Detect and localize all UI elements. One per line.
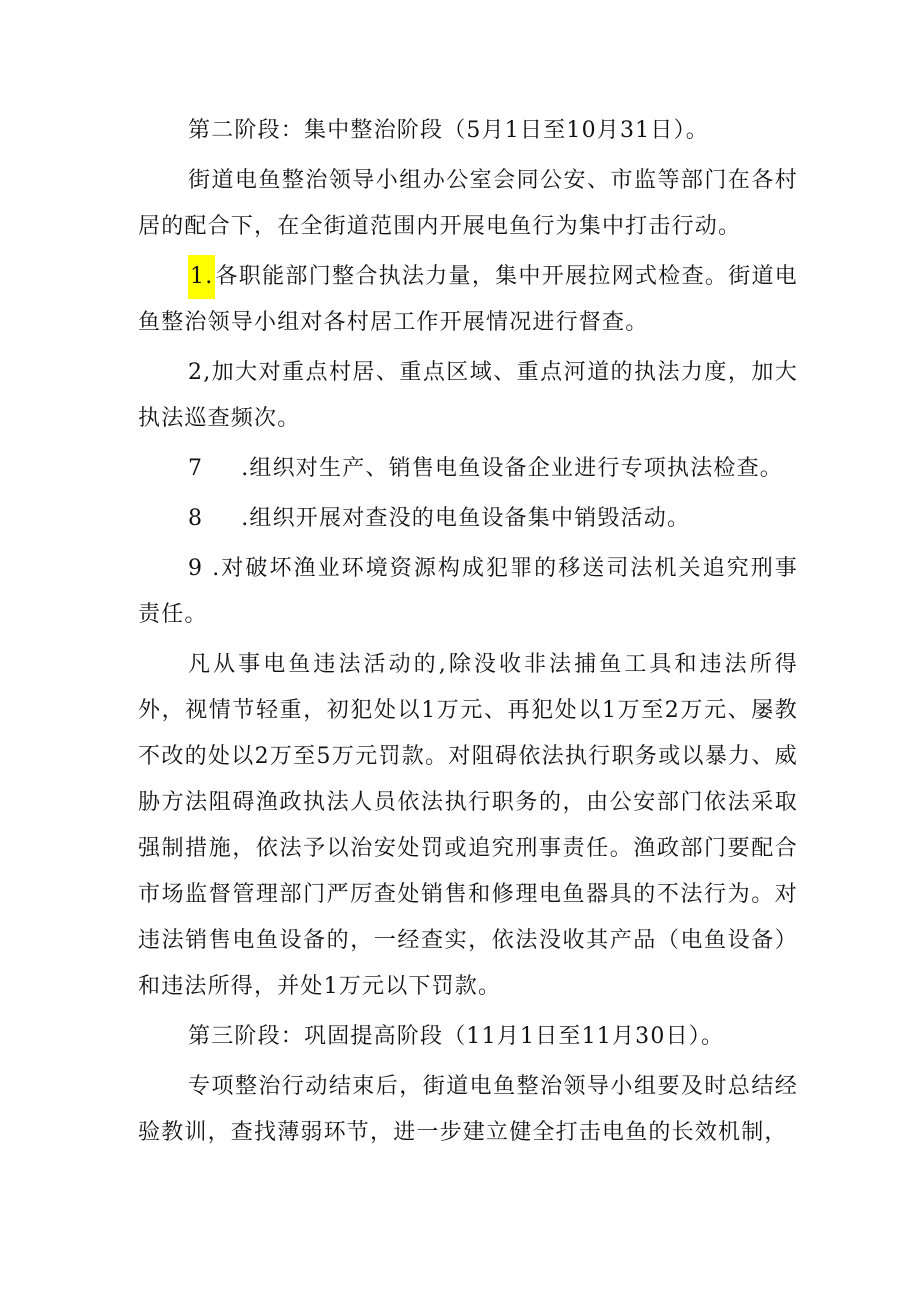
paragraph-item-9: 9 .对破坏渔业环境资源构成犯罪的移送司法机关追究刑事责任。 <box>138 556 798 627</box>
item-1-text: 各职能部门整合执法力量，集中开展拉网式检查。街道电鱼整治领导小组对各村居工作开展情况进行督查。 <box>138 264 798 335</box>
paragraph-stage-two-heading: 第二阶段：集中整治阶段（5月1日至10月31日）。 <box>188 118 709 143</box>
item-7-number: 7 <box>188 456 204 481</box>
paragraph-item-1 <box>138 254 798 346</box>
document-body <box>138 108 798 1156</box>
paragraph-item-7 <box>138 446 798 492</box>
paragraph-item-2: 2,加大对重点村居、重点区域、重点河道的执法力度，加大执法巡查频次。 <box>138 360 798 431</box>
paragraph-stage-three-intro: 专项整治行动结束后，街道电鱼整治领导小组要及时总结经验教训，查找薄弱环节，进一步建立健全打击电鱼的长效机制， <box>138 1074 798 1145</box>
highlighted-item-number: 1. <box>188 255 215 299</box>
item-7-text: .组织对生产、销售电鱼设备企业进行专项执法检查。 <box>241 456 783 481</box>
paragraph-stage-two-intro: 街道电鱼整治领导小组办公室会同公安、市监等部门在各村居的配合下，在全街道范围内开展电鱼行为集中打击行动。 <box>138 168 798 239</box>
paragraph-item-8 <box>138 496 798 542</box>
item-8-text: .组织开展对查没的电鱼设备集中销毁活动。 <box>241 506 691 531</box>
paragraph-penalties: 凡从事电鱼违法活动的,除没收非法捕鱼工具和违法所得外，视情节轻重，初犯处以1万元、再犯处以1万至2万元、屡教不改的处以2万至5万元罚款。对阻碍依法执行职务或以暴力、威胁方法阻碍渔政执法人员依法执行职务的，由公安部门依法采取强制措施，依法予以治安处罚或追究刑事责任。渔政部门要配合市场监督管理部门严厉查处销售和修理电鱼器具的不法行为。对违法销售电鱼设备的，一经查实，依法没收其产品（电鱼设备）和违法所得，并处1万元以下罚款。 <box>138 652 798 999</box>
paragraph-stage-three-heading: 第三阶段：巩固提高阶段（11月1日至11月30日）。 <box>188 1024 725 1049</box>
item-8-number: 8 <box>188 506 204 531</box>
